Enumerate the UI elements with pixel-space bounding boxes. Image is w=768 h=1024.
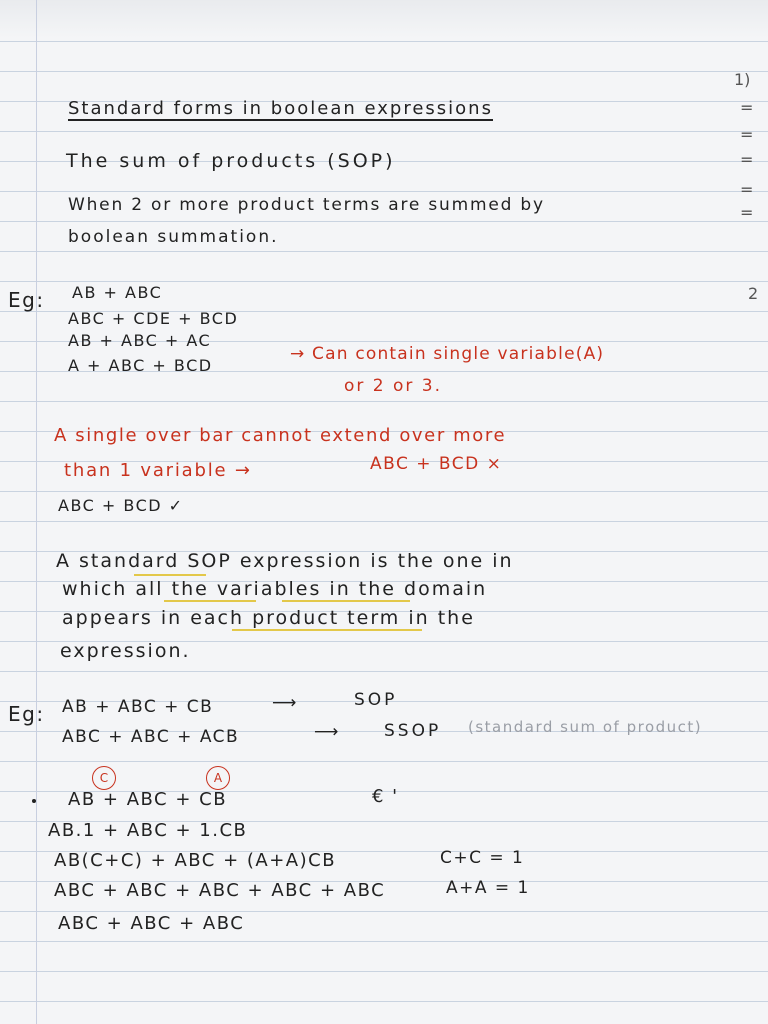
identity: A+A = 1	[446, 878, 530, 898]
derivation-line: AB.1 + ABC + 1.CB	[48, 820, 248, 841]
note-single-variable-cont: or 2 or 3.	[344, 376, 443, 396]
standard-def-line-4: expression.	[60, 640, 191, 662]
standard-def-line-2: which all the variables in the domain	[62, 578, 488, 600]
margin-line	[36, 0, 37, 1024]
identity: C+C = 1	[440, 848, 525, 868]
side-mark: 1)	[734, 70, 751, 89]
standard-def-line-1: A standard SOP expression is the one in	[56, 550, 514, 572]
overbar-bad-example: ABC + BCD ×	[370, 454, 503, 474]
highlight-underline	[134, 574, 206, 576]
derivation-line: ABC + ABC + ABC + ABC + ABC	[54, 880, 386, 901]
side-mark: =	[740, 150, 754, 169]
side-mark: 2	[748, 284, 759, 303]
eg1-label: Eg:	[8, 288, 45, 312]
circled-marker: C	[92, 766, 116, 790]
eg2-result: SOP	[354, 690, 398, 710]
eg1-expression: AB + ABC	[72, 283, 163, 302]
highlight-underline	[164, 600, 256, 602]
eg2-label: Eg:	[8, 702, 45, 726]
definition-line-1: When 2 or more product terms are summed by	[68, 195, 545, 215]
side-mark: =	[740, 203, 754, 222]
side-mark: =	[740, 98, 754, 117]
overbar-rule-line-2: than 1 variable →	[64, 460, 252, 481]
bullet-dot	[32, 799, 36, 803]
eg2-arrow: ⟶	[272, 693, 298, 713]
derivation-line: AB(C+C) + ABC + (A+A)CB	[54, 850, 337, 871]
eg2-note: (standard sum of product)	[468, 718, 703, 736]
circled-marker: A	[206, 766, 230, 790]
page-top-edge	[0, 0, 768, 38]
overbar-rule-line-1: A single over bar cannot extend over more	[54, 425, 507, 446]
eg1-expression: A + ABC + BCD	[68, 356, 213, 375]
highlight-underline	[232, 629, 422, 631]
standard-def-line-3: appears in each product term in the	[62, 607, 475, 629]
sop-heading: The sum of products (SOP)	[66, 150, 396, 172]
eg2-result: SSOP	[384, 721, 442, 741]
derivation-line: AB + ABC + CB	[68, 789, 228, 810]
note-single-variable: → Can contain single variable(A)	[290, 344, 605, 364]
side-mark: =	[740, 180, 754, 199]
side-mark: =	[740, 125, 754, 144]
definition-line-2: boolean summation.	[68, 227, 279, 247]
eg1-expression: ABC + CDE + BCD	[68, 309, 239, 328]
page-title: Standard forms in boolean expressions	[68, 98, 493, 119]
derivation-note: € '	[372, 786, 399, 807]
highlight-underline	[282, 600, 410, 602]
overbar-good-example: ABC + BCD ✓	[58, 496, 184, 515]
eg2-expression: AB + ABC + CB	[62, 697, 214, 717]
eg2-expression: ABC + ABC + ACB	[62, 727, 240, 747]
eg1-expression: AB + ABC + AC	[68, 331, 212, 350]
eg2-arrow: ⟶	[314, 722, 340, 742]
derivation-line: ABC + ABC + ABC	[58, 913, 245, 934]
